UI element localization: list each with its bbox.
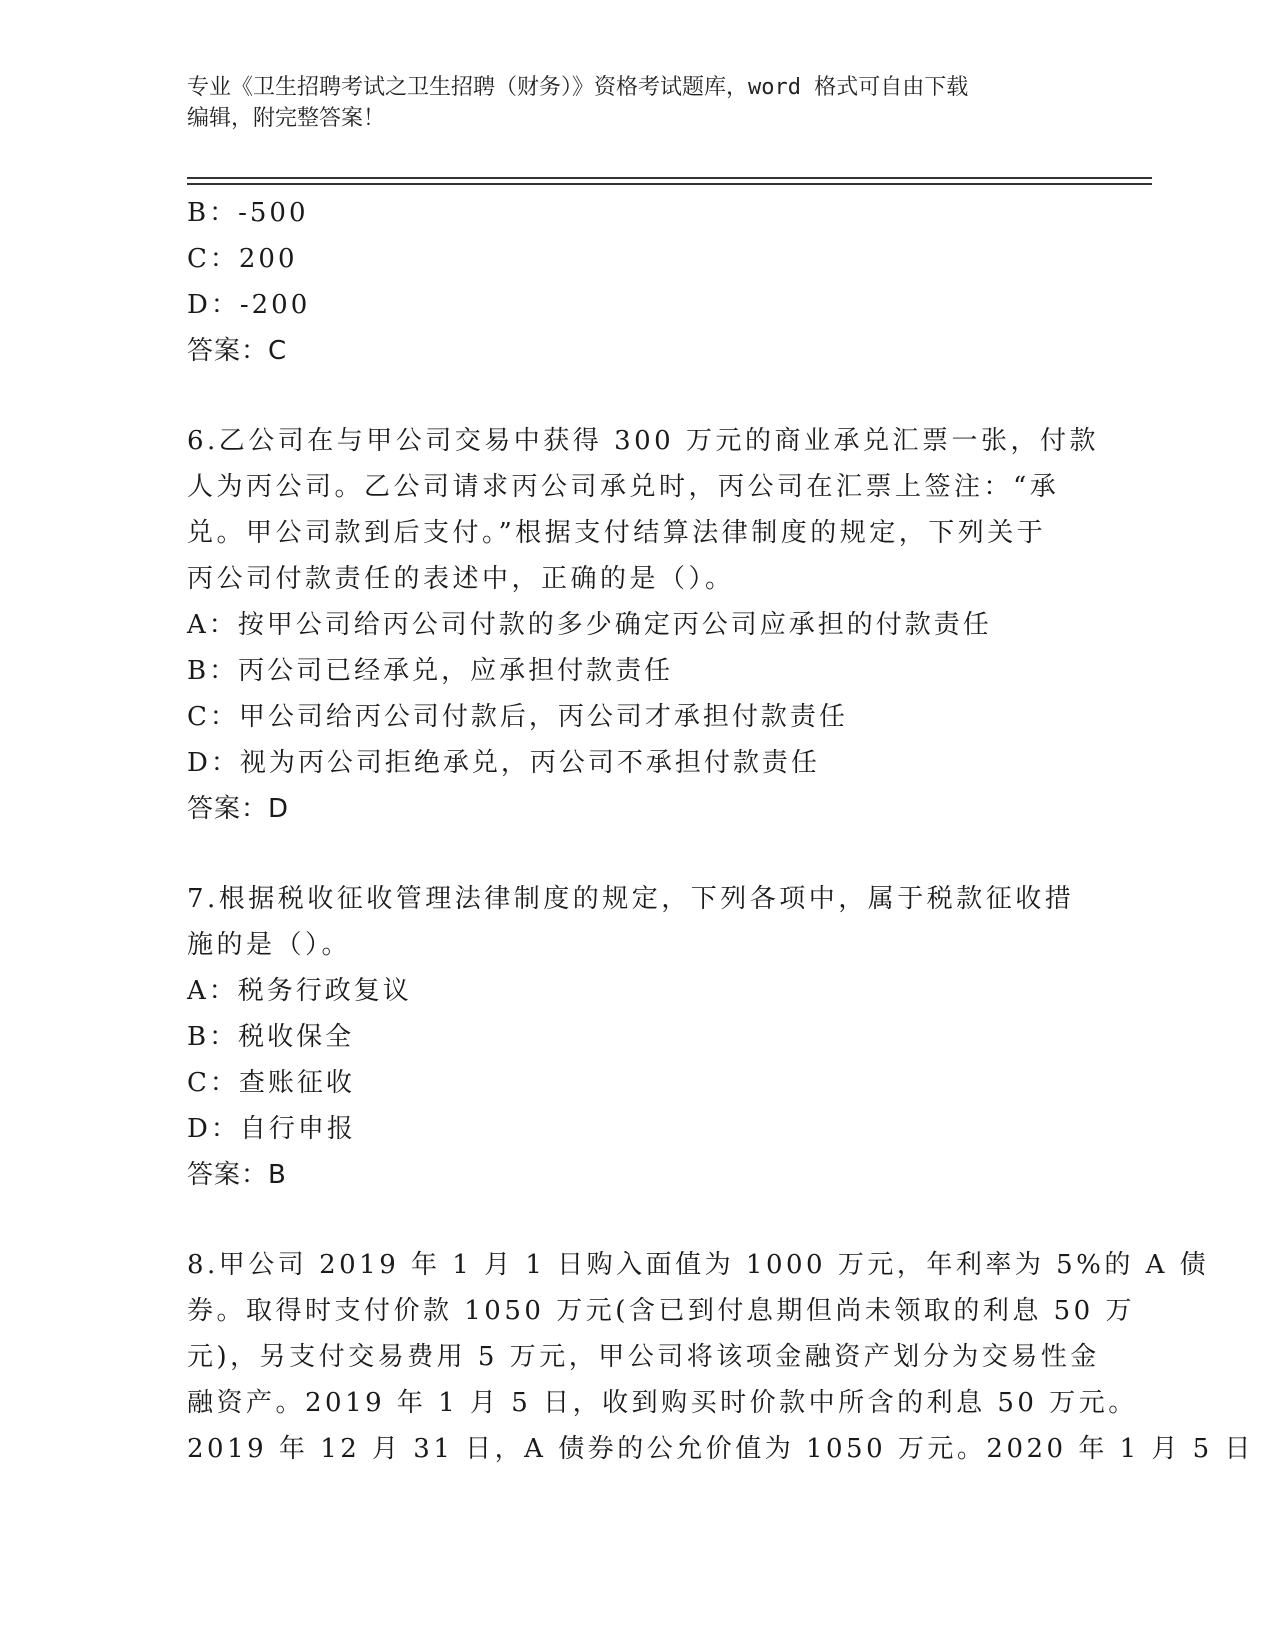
question-7-line-1: 7.根据税收征收管理法律制度的规定，下列各项中，属于税款征收措 <box>187 884 1075 914</box>
option-c: C：查账征收 <box>187 1068 355 1098</box>
question-7-line-2: 施的是（）。 <box>187 930 352 960</box>
question-7-answer: 答案：B <box>187 1160 287 1190</box>
option-d: D：视为丙公司拒绝承兑，丙公司不承担付款责任 <box>187 748 820 778</box>
option-a: A：税务行政复议 <box>187 976 412 1006</box>
question-6-line-3: 兑。甲公司款到后支付。”根据支付结算法律制度的规定，下列关于 <box>187 518 1047 548</box>
question-5-answer: 答案：C <box>187 336 288 366</box>
header-rule-top <box>187 177 1152 179</box>
question-7 <box>187 876 1087 1198</box>
question-8-line-1: 8.甲公司 2019 年 1 月 1 日购入面值为 1000 万元，年利率为 5%的 A 债 <box>187 1250 1210 1280</box>
option-d: D：-200 <box>187 290 311 320</box>
option-d: D：自行申报 <box>187 1114 356 1144</box>
question-6-line-4: 丙公司付款责任的表述中，正确的是（）。 <box>187 564 735 594</box>
question-8-line-4: 融资产。2019 年 1 月 5 日，收到购买时价款中所含的利息 50 万元。 <box>187 1388 1138 1418</box>
question-8 <box>187 1242 1254 1472</box>
question-8-line-3: 元)，另支付交易费用 5 万元，甲公司将该项金融资产划分为交易性金 <box>187 1342 1100 1372</box>
question-8-line-5: 2019 年 12 月 31 日，A 债券的公允价值为 1050 万元。2020 年 1 月 5 日 <box>187 1434 1254 1464</box>
option-b: B：丙公司已经承兑，应承担付款责任 <box>187 656 674 686</box>
option-c: C：甲公司给丙公司付款后，丙公司才承担付款责任 <box>187 702 848 732</box>
header-line-2: 编辑，附完整答案！ <box>187 106 386 131</box>
question-6 <box>187 418 1099 832</box>
option-a: A：按甲公司给丙公司付款的多少确定丙公司应承担的付款责任 <box>187 610 992 640</box>
question-6-line-1: 6.乙公司在与甲公司交易中获得 300 万元的商业承兑汇票一张，付款 <box>187 426 1099 456</box>
option-b: B：-500 <box>187 198 309 228</box>
question-8-line-2: 券。取得时支付价款 1050 万元(含已到付息期但尚未领取的利息 50 万 <box>187 1296 1135 1326</box>
option-c: C：200 <box>187 244 298 274</box>
document-body <box>187 190 1254 1472</box>
option-b: B：税收保全 <box>187 1022 355 1052</box>
document-header <box>187 72 1087 134</box>
question-6-line-2: 人为丙公司。乙公司请求丙公司承兑时，丙公司在汇票上签注：“承 <box>187 472 1060 502</box>
question-6-answer: 答案：D <box>187 794 290 824</box>
header-rule-bottom <box>187 183 1152 185</box>
question-5-options <box>187 190 1087 328</box>
header-line-1: 专业《卫生招聘考试之卫生招聘（财务）》资格考试题库，word 格式可自由下载 <box>187 75 969 100</box>
